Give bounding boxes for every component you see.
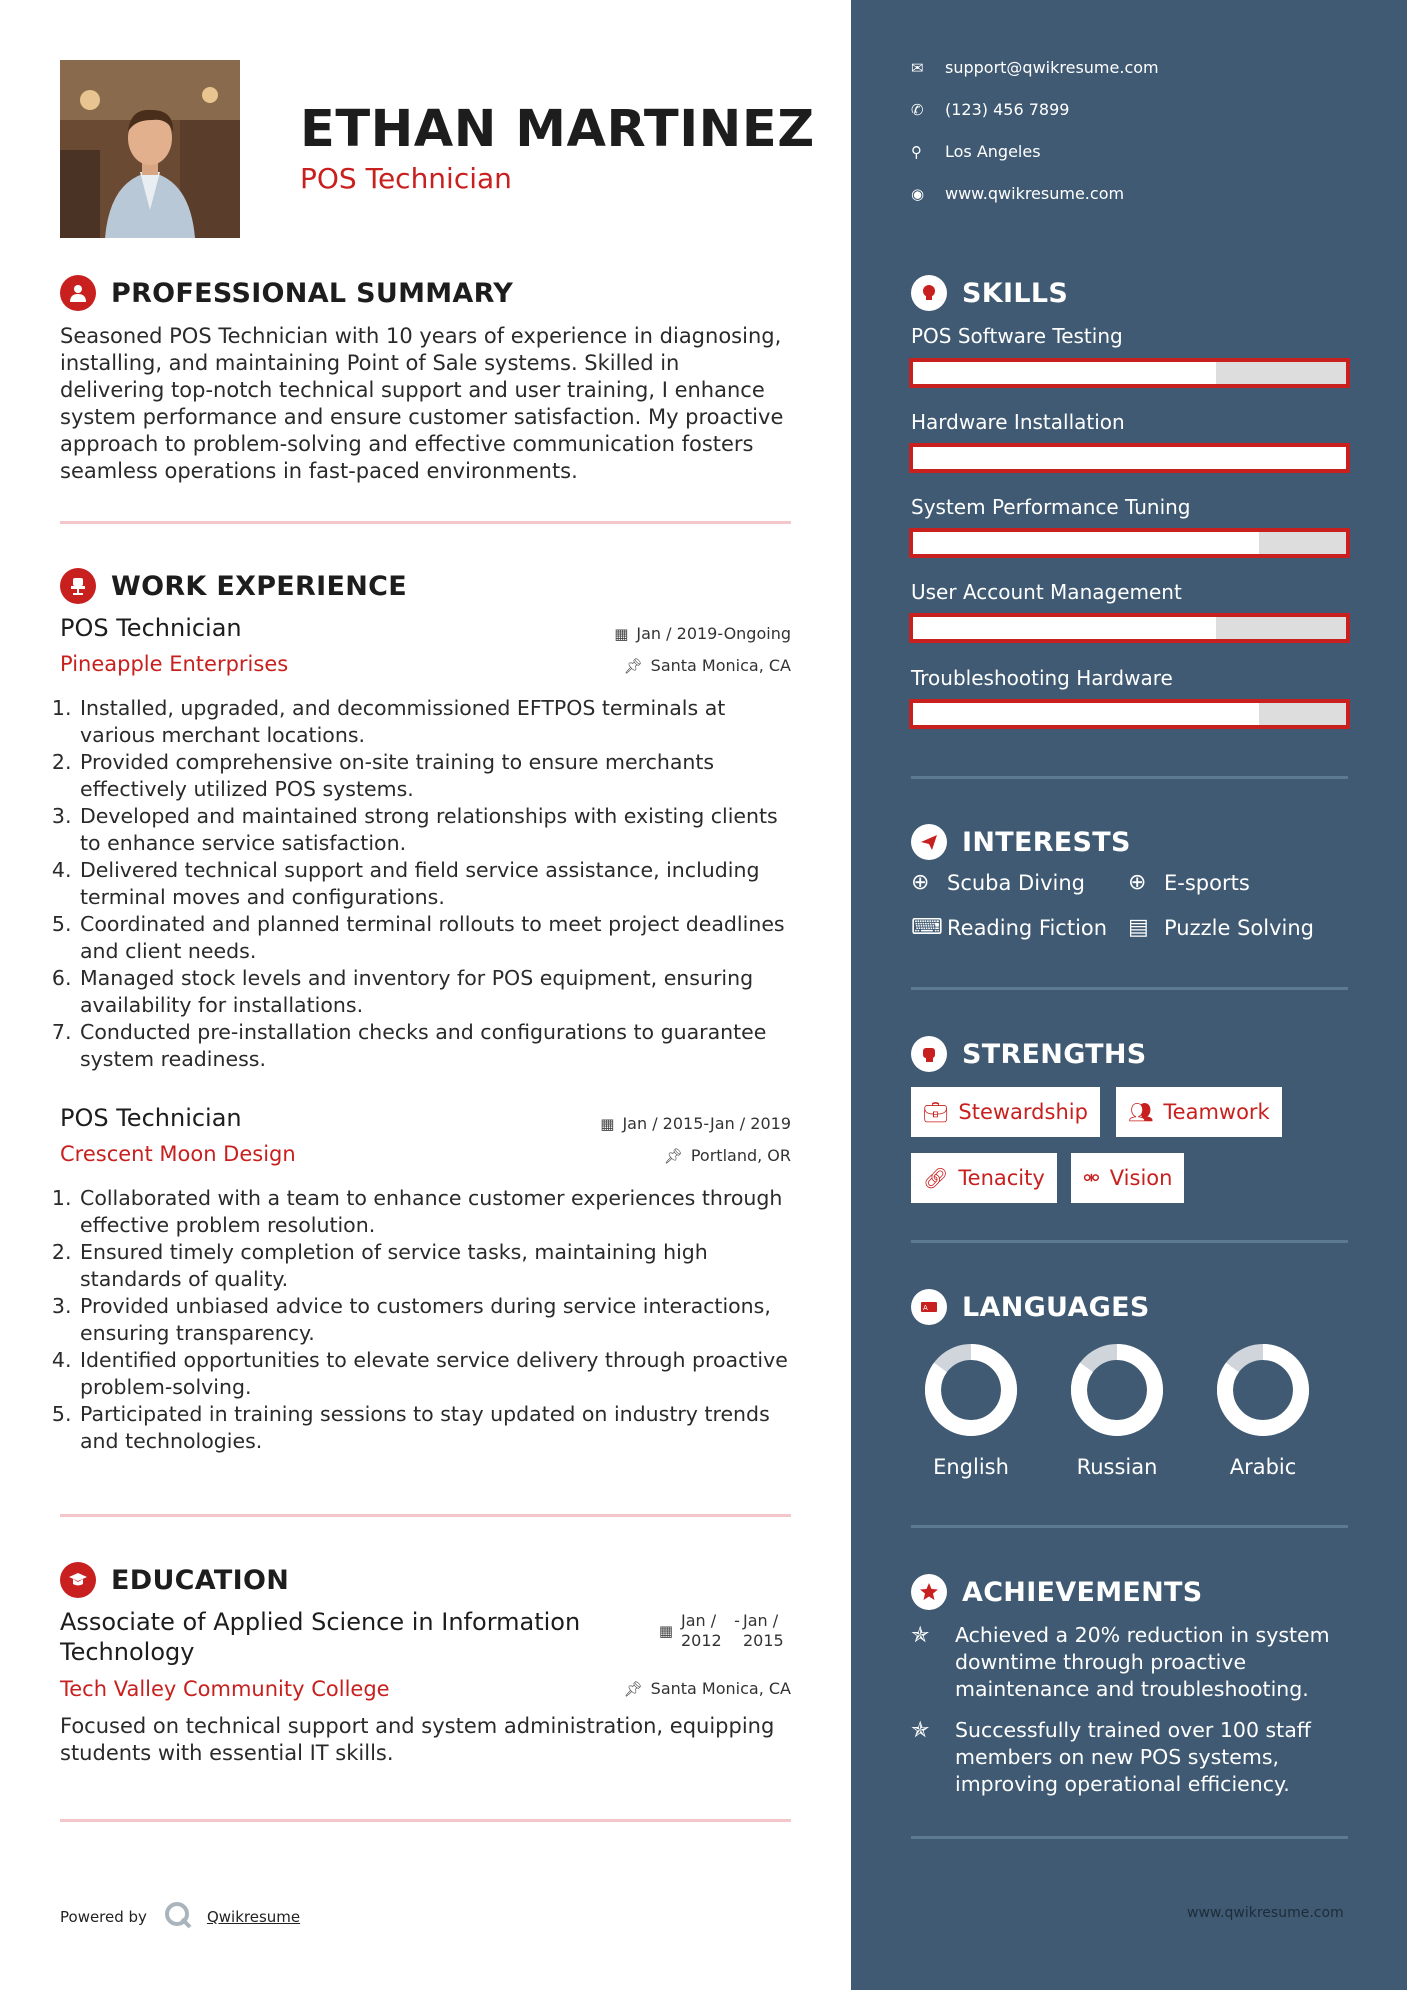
gamepad-icon: ⌨ (911, 915, 943, 940)
achievement-item (911, 1717, 1351, 1798)
language-ring (1213, 1340, 1313, 1440)
interest-item (1128, 870, 1250, 895)
calendar-icon: ▦ (614, 624, 629, 643)
contact-phone[interactable] (911, 100, 1069, 119)
section-title: EDUCATION (111, 1564, 290, 1596)
powered-text: Powered by (60, 1908, 147, 1926)
skills-heading (911, 275, 1068, 311)
start-date: Jan / 2012 (681, 1611, 722, 1650)
section-title: INTERESTS (962, 826, 1131, 858)
skill-fill (913, 617, 1216, 639)
skill-fill (913, 362, 1216, 384)
list-item: 2. Ensured timely completion of service tasks, maintaining high standards of quality. (78, 1239, 790, 1293)
strength-label: Teamwork (1163, 1100, 1270, 1124)
education-location (624, 1679, 791, 1698)
skill-label: POS Software Testing (911, 324, 1123, 348)
contact-email[interactable] (911, 58, 1159, 77)
contact-text: www.qwikresume.com (945, 184, 1125, 203)
dates-text: Jan / 2019-Ongoing (636, 624, 791, 643)
interests-heading (911, 824, 1131, 860)
section-title: LANGUAGES (962, 1291, 1150, 1323)
section-divider (911, 1836, 1348, 1839)
footer-website[interactable]: www.qwikresume.com (1187, 1905, 1344, 1921)
language-item (1198, 1340, 1328, 1479)
school-name: Tech Valley Community College (60, 1677, 390, 1701)
education-dates (659, 1611, 791, 1651)
education-text: Focused on technical support and system administration, equipping students with essential IT skills. (60, 1714, 775, 1765)
section-title: SKILLS (962, 277, 1069, 309)
section-divider (60, 521, 791, 524)
section-title: WORK EXPERIENCE (111, 570, 407, 602)
calendar-icon: ▦ (600, 1114, 615, 1133)
location-text: Santa Monica, CA (650, 656, 791, 675)
education-entry (60, 1607, 791, 1701)
section-divider (911, 1525, 1348, 1528)
globe-icon: ◉ (911, 184, 925, 203)
footer-powered-by (60, 1900, 300, 1934)
date-separator: - (734, 1611, 740, 1630)
lifebuoy-icon: ⊕ (1128, 870, 1147, 895)
list-item: 3. Provided unbiased advice to customers during service interactions, ensuring transparency. (78, 1293, 790, 1347)
svg-text:A: A (923, 1304, 928, 1312)
graduation-cap-icon (60, 1562, 96, 1598)
skill-bar (909, 358, 1350, 388)
skill-bar (909, 699, 1350, 729)
skill-label: User Account Management (911, 580, 1182, 604)
candidate-name: ETHAN MARTINEZ (300, 100, 815, 159)
skill-bar (909, 528, 1350, 558)
list-item: 1. Installed, upgraded, and decommissioned EFTPOS terminals at various merchant locations. (78, 695, 790, 749)
location-text: Portland, OR (690, 1146, 791, 1165)
contact-location (911, 142, 1041, 161)
dates-text: Jan / 2015-Jan / 2019 (622, 1114, 791, 1133)
job-dates (600, 1114, 791, 1133)
link-icon: 🔗︎ (923, 1166, 949, 1190)
pin-icon: 📌︎ (623, 1679, 643, 1698)
achievement-text: Successfully trained over 100 staff members on new POS systems, improving operational efficiency. (955, 1718, 1311, 1796)
skill-fill (913, 703, 1259, 725)
company-name: Pineapple Enterprises (60, 652, 289, 676)
users-icon: 👥︎ (1128, 1100, 1154, 1124)
list-item: 6. Managed stock levels and inventory for POS equipment, ensuring availability for installations. (78, 965, 790, 1019)
strength-chip (911, 1153, 1057, 1203)
strength-chip (911, 1087, 1100, 1137)
end-date: Jan / 2015 (743, 1611, 784, 1650)
job-dates (614, 624, 791, 643)
strength-label: Tenacity (958, 1166, 1045, 1190)
job-2-duties (60, 1185, 790, 1455)
section-title: STRENGTHS (962, 1038, 1147, 1070)
star-icon: ✯ (911, 1718, 930, 1743)
language-ring (921, 1340, 1021, 1440)
languages-heading (911, 1289, 1150, 1325)
achievements-heading (911, 1574, 1203, 1610)
location-pin-icon: ⚲ (911, 142, 922, 161)
strengths-heading (911, 1036, 1147, 1072)
calendar-icon: ▦ (658, 1622, 673, 1640)
section-divider (60, 1819, 791, 1822)
list-item: 7. Conducted pre-installation checks and configurations to guarantee system readiness. (78, 1019, 790, 1073)
strength-label: Vision (1109, 1166, 1173, 1190)
interest-item (1128, 915, 1314, 940)
job-location (624, 656, 791, 675)
job-title: POS Technician (60, 1104, 242, 1132)
user-icon (60, 275, 96, 311)
job-location (664, 1146, 791, 1165)
briefcase-icon: 💼︎ (923, 1100, 949, 1124)
list-item: 4. Identified opportunities to elevate service delivery through proactive problem-solving. (78, 1347, 790, 1401)
section-title: ACHIEVEMENTS (962, 1576, 1203, 1608)
interest-label: Puzzle Solving (1164, 915, 1314, 940)
pin-icon: 📌︎ (663, 1146, 683, 1165)
achievement-item (911, 1622, 1351, 1703)
job-entry-1 (60, 614, 791, 676)
skill-label: Hardware Installation (911, 410, 1125, 434)
section-divider (911, 776, 1348, 779)
list-item: 2. Provided comprehensive on-site training to ensure merchants effectively utilized POS systems. (78, 749, 790, 803)
company-name: Crescent Moon Design (60, 1142, 296, 1166)
skill-bar (909, 613, 1350, 643)
summary-heading (60, 275, 513, 311)
lifebuoy-icon: ⊕ (911, 870, 930, 895)
language-label: English (933, 1455, 1009, 1479)
experience-heading (60, 568, 407, 604)
contact-text: (123) 456 7899 (945, 100, 1070, 119)
skill-fill (913, 447, 1346, 469)
achievement-text: Achieved a 20% reduction in system downtime through proactive maintenance and troubleshooting. (955, 1623, 1330, 1701)
paper-plane-icon (911, 824, 947, 860)
skill-bar (909, 443, 1350, 473)
section-divider (911, 987, 1348, 990)
job-1-duties (60, 695, 790, 1073)
list-item: 3. Developed and maintained strong relationships with existing clients to enhance service satisfaction. (78, 803, 790, 857)
job-title: POS Technician (60, 614, 242, 642)
list-item: 5. Coordinated and planned terminal rollouts to meet project deadlines and client needs. (78, 911, 790, 965)
list-item: 5. Participated in training sessions to stay updated on industry trends and technologies. (78, 1401, 790, 1455)
section-divider (60, 1514, 791, 1517)
skill-label: System Performance Tuning (911, 495, 1191, 519)
star-icon (911, 1574, 947, 1610)
language-item (1052, 1340, 1182, 1479)
profile-photo (60, 60, 240, 238)
job-entry-2 (60, 1104, 791, 1166)
strength-label: Stewardship (958, 1100, 1088, 1124)
chair-icon (60, 568, 96, 604)
section-title: PROFESSIONAL SUMMARY (111, 277, 514, 309)
list-item: 4. Delivered technical support and field service assistance, including terminal moves and configurations. (78, 857, 790, 911)
contact-text: Los Angeles (945, 142, 1041, 161)
brand-link[interactable]: Qwikresume (206, 1908, 301, 1926)
star-icon: ✯ (911, 1623, 930, 1648)
interest-item (911, 915, 1107, 940)
fist-icon (911, 1036, 947, 1072)
location-text: Santa Monica, CA (650, 1679, 791, 1698)
translate-icon (911, 1289, 947, 1325)
binoculars-icon: ⚮ (1083, 1166, 1100, 1190)
lightbulb-icon (911, 275, 947, 311)
interest-label: Scuba Diving (947, 870, 1085, 895)
qwikresume-logo-icon (163, 1900, 193, 1934)
envelope-icon: ✉ (911, 58, 924, 77)
degree-title: Associate of Applied Science in Information Technology (60, 1608, 581, 1666)
strength-chip (1116, 1087, 1282, 1137)
strength-chip (1071, 1153, 1184, 1203)
language-item (906, 1340, 1036, 1479)
contact-text: support@qwikresume.com (945, 58, 1159, 77)
language-label: Arabic (1229, 1455, 1297, 1479)
summary-text: Seasoned POS Technician with 10 years of experience in diagnosing, installing, and maintaining Point of Sale systems. Skilled in delivering top-notch technical support and user training, I enhance system performance and ensure customer satisfaction. My proactive approach to problem-solving and effective communication fosters seamless operations in fast-paced environments. (60, 324, 784, 483)
section-divider (911, 1240, 1348, 1243)
skill-fill (913, 532, 1259, 554)
book-icon: ▤ (1128, 915, 1149, 940)
phone-icon: ✆ (911, 100, 924, 119)
education-heading (60, 1562, 289, 1598)
list-item: 1. Collaborated with a team to enhance customer experiences through effective problem resolution. (78, 1185, 790, 1239)
interest-item (911, 870, 1085, 895)
candidate-title: POS Technician (300, 162, 512, 195)
pin-icon: 📌︎ (623, 656, 643, 675)
interest-label: Reading Fiction (947, 915, 1108, 940)
contact-website[interactable] (911, 184, 1124, 203)
language-label: Russian (1076, 1455, 1158, 1479)
language-ring (1067, 1340, 1167, 1440)
skill-label: Troubleshooting Hardware (911, 666, 1173, 690)
interest-label: E-sports (1164, 870, 1250, 895)
